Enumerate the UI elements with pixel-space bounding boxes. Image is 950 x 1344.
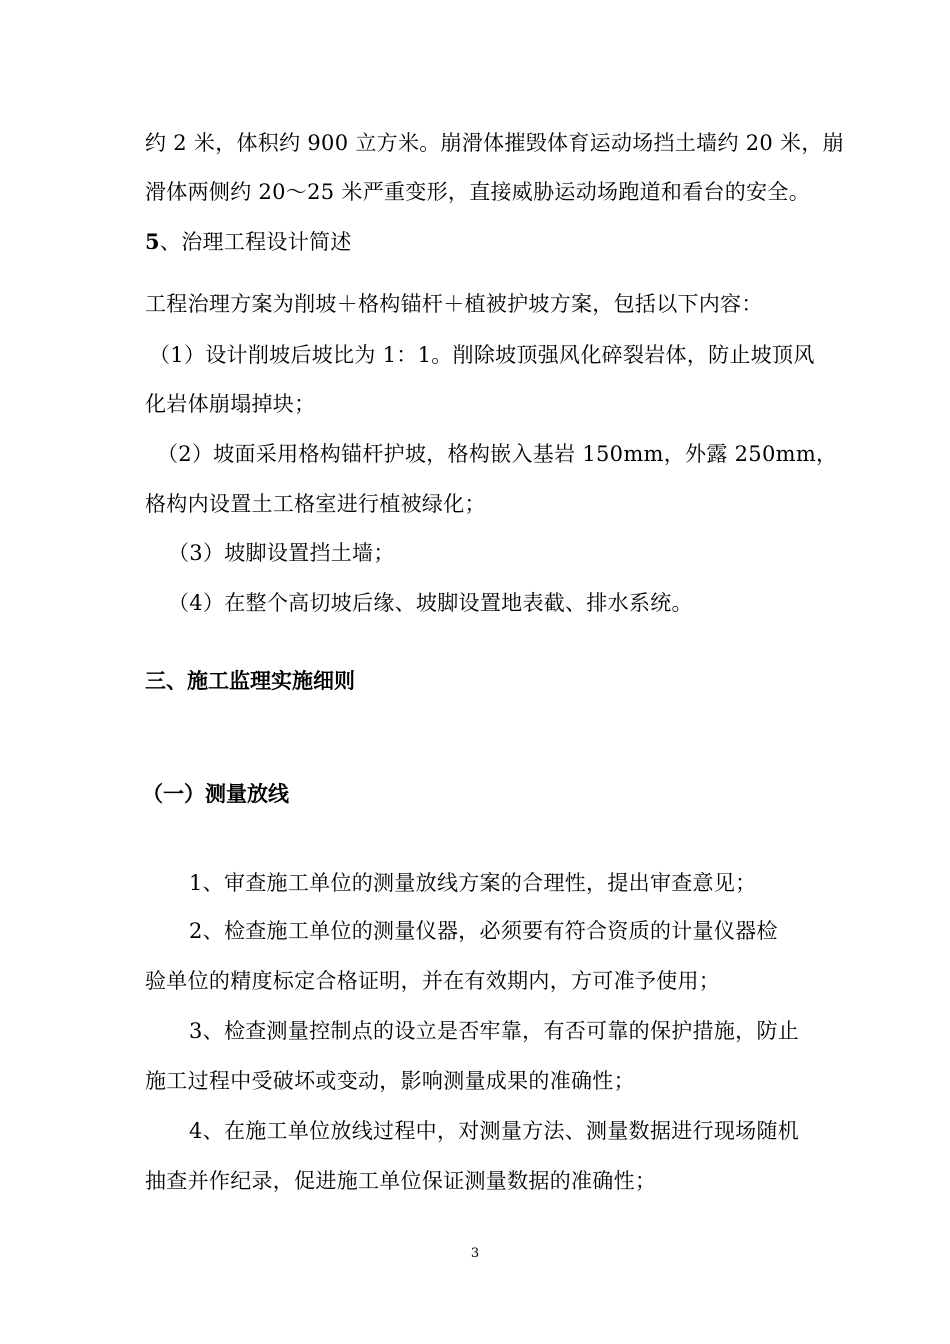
subsection-heading: （一）测量放线 — [142, 781, 289, 806]
paragraph-line: 1、审查施工单位的测量放线方案的合理性，提出审查意见； — [189, 871, 757, 895]
paragraph-line: 工程治理方案为削坡＋格构锚杆＋植被护坡方案，包括以下内容： — [145, 292, 763, 316]
list-item-4: （4）在整个高切坡后缘、坡脚设置地表截、排水系统。 — [168, 591, 693, 615]
list-item-2-line: （2）坡面采用格构锚杆护坡，格构嵌入基岩 150mm，外露 250mm， — [157, 442, 838, 466]
paragraph-line: 4、在施工单位放线过程中，对测量方法、测量数据进行现场随机 — [189, 1119, 800, 1143]
list-item-2-line: 格构内设置土工格室进行植被绿化； — [145, 492, 486, 516]
paragraph-line: 滑体两侧约 20～25 米严重变形，直接威胁运动场跑道和看台的安全。 — [145, 180, 810, 204]
paragraph-line: 3、检查测量控制点的设立是否牢靠，有否可靠的保护措施，防止 — [189, 1019, 800, 1043]
section-heading-5 — [145, 227, 815, 257]
section-number: 5 — [145, 229, 160, 254]
page-number: 3 — [470, 1246, 480, 1261]
paragraph-line: 2、检查施工单位的测量仪器，必须要有符合资质的计量仪器检 — [189, 919, 778, 943]
chapter-heading: 三、施工监理实施细则 — [145, 668, 355, 693]
list-item-1-line: （1）设计削坡后坡比为 1：1。削除坡顶强风化碎裂岩体，防止坡顶风 — [149, 343, 815, 367]
paragraph-line: 验单位的精度标定合格证明，并在有效期内，方可准予使用； — [145, 969, 721, 993]
list-item-3: （3）坡脚设置挡土墙； — [168, 541, 395, 565]
list-item-1-line: 化岩体崩塌掉块； — [145, 392, 316, 416]
paragraph-line: 抽查并作纪录，促进施工单位保证测量数据的准确性； — [145, 1169, 657, 1193]
section-title: 、治理工程设计简述 — [159, 230, 352, 254]
paragraph-line: 施工过程中受破坏或变动，影响测量成果的准确性； — [145, 1069, 635, 1093]
paragraph-line: 约 2 米，体积约 900 立方米。崩滑体摧毁体育运动场挡土墙约 20 米，崩 — [145, 131, 844, 155]
